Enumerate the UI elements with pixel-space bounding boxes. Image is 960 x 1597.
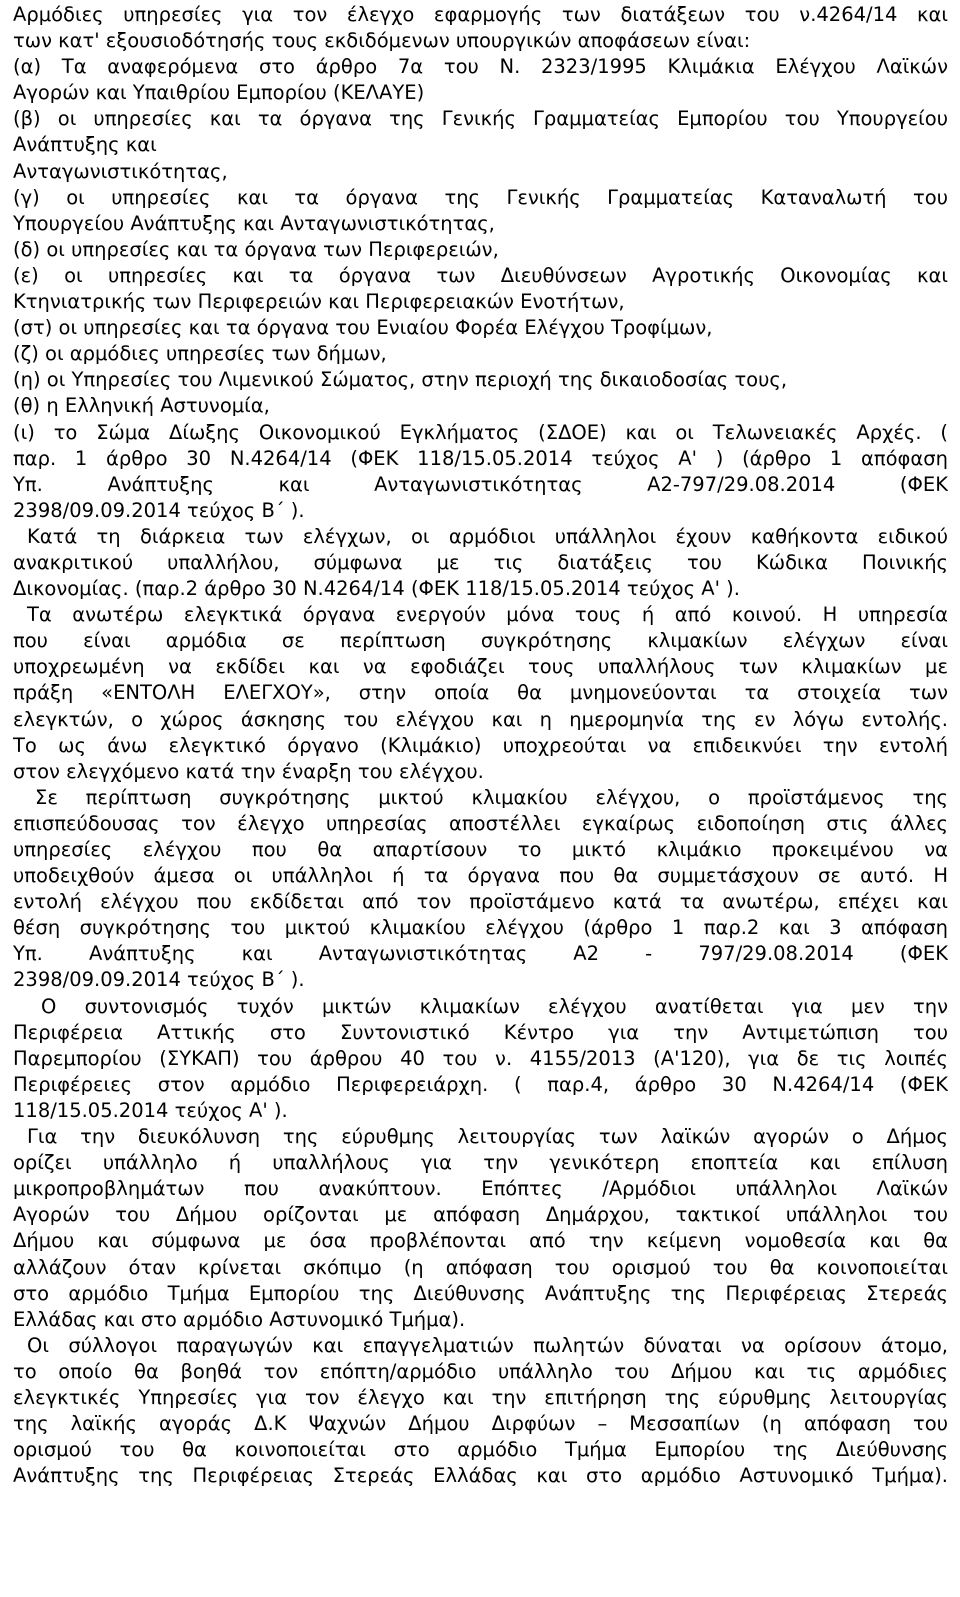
text-line: Παρεμπορίου (ΣΥΚΑΠ) του άρθρου 40 του ν. 4155/2013 (Α'120), για δε τις λοιπές [13, 1046, 948, 1070]
text-line: 2398/09.09.2014 τεύχος Β΄ ). [13, 968, 305, 992]
text-line: υποχρεωμένη να εκδίδει και να εφοδιάζει τους υπαλλήλους των κλιμακίων με [13, 655, 948, 679]
text-line: Ανάπτυξης και [13, 133, 157, 157]
text-line: Τα ανωτέρω ελεγκτικά όργανα ενεργούν μόνα τους ή από κοινού. Η υπηρεσία [27, 603, 948, 627]
text-line: Περιφέρεια Αττικής στο Συντονιστικό Κέντρο για την Αντιμετώπιση του [13, 1020, 948, 1044]
text-line: Ο συντονισμός τυχόν μικτών κλιμακίων ελέγχου ανατίθεται για μεν την [41, 994, 948, 1018]
text-line: (στ) οι υπηρεσίες και τα όργανα του Ενιαίου Φορέα Ελέγχου Τροφίμων, [13, 316, 713, 340]
text-line: Αγορών και Υπαιθρίου Εμπορίου (ΚΕΛΑΥΕ) [13, 81, 425, 105]
text-line: Αγορών του Δήμου ορίζονται με απόφαση Δημάρχου, τακτικοί υπάλληλοι του [13, 1203, 948, 1227]
text-line: Για την διευκόλυνση της εύρυθμης λειτουργίας των λαϊκών αγορών ο Δήμος [27, 1125, 948, 1149]
text-line: Ανάπτυξης της Περιφέρειας Στερεάς Ελλάδας και στο αρμόδιο Αστυνομικό Τμήμα). [13, 1464, 948, 1488]
text-line: Δικονομίας. (παρ.2 άρθρο 30 Ν.4264/14 (ΦΕΚ 118/15.05.2014 τεύχος Α' ). [13, 577, 740, 601]
text-line: (ι) το Σώμα Δίωξης Οικονομικού Εγκλήματος (ΣΔΟΕ) και οι Τελωνειακές Αρχές. ( [13, 420, 948, 444]
text-line: αλλάζουν όταν κρίνεται σκόπιμο (η απόφαση του ορισμού του θα κοινοποιείται [13, 1255, 948, 1279]
text-line: Περιφέρειες στον αρμόδιο Περιφερειάρχη. ( παρ.4, άρθρο 30 Ν.4264/14 (ΦΕΚ [13, 1072, 948, 1096]
text-line: ελεγκτών, ο χώρος άσκησης του ελέγχου και η ημερομηνία της εν λόγω εντολής. [13, 707, 948, 731]
text-line: στον ελεγχόμενο κατά την έναρξη του ελέγχου. [13, 759, 484, 783]
text-line: ορίζει υπάλληλο ή υπαλλήλους για την γενικότερη εποπτεία και επίλυση [13, 1151, 948, 1175]
text-line: (η) οι Υπηρεσίες του Λιμενικού Σώματος, στην περιοχή της δικαιοδοσίας τους, [13, 368, 788, 392]
text-line: Ελλάδας και στο αρμόδιο Αστυνομικό Τμήμα). [13, 1307, 466, 1331]
text-line: ανακριτικού υπαλλήλου, σύμφωνα με τις διατάξεις του Κώδικα Ποινικής [13, 550, 948, 574]
text-line: της λαϊκής αγοράς Δ.Κ Ψαχνών Δήμου Διρφύων – Μεσσαπίων (η απόφαση του [13, 1412, 948, 1436]
text-line: Ανταγωνιστικότητας, [13, 159, 228, 183]
text-line: ορισμού του θα κοινοποιείται στο αρμόδιο Τμήμα Εμπορίου της Διεύθυνσης [13, 1438, 948, 1462]
text-line: επισπεύδουσας τον έλεγχο υπηρεσίας αποστέλλει εγκαίρως ειδοποίηση στις άλλες [13, 811, 948, 835]
text-line: θέση συγκρότησης του μικτού κλιμακίου ελέγχου (άρθρο 1 παρ.2 και 3 απόφαση [13, 916, 948, 940]
text-line: στο αρμόδιο Τμήμα Εμπορίου της Διεύθυνσης Ανάπτυξης της Περιφέρειας Στερεάς [13, 1281, 948, 1305]
text-line: το οποίο θα βοηθά τον επόπτη/αρμόδιο υπάλληλο του Δήμου και τις αρμόδιες [13, 1359, 948, 1383]
text-line: Δήμου και σύμφωνα με όσα προβλέπονται από την κείμενη νομοθεσία και θα [13, 1229, 948, 1253]
text-line: (θ) η Ελληνική Αστυνομία, [13, 394, 270, 418]
text-line: (ε) οι υπηρεσίες και τα όργανα των Διευθύνσεων Αγροτικής Οικονομίας και [13, 263, 948, 287]
text-line: Σε περίπτωση συγκρότησης μικτού κλιμακίου ελέγχου, ο προϊστάμενος της [35, 785, 948, 809]
text-line: Κατά τη διάρκεια των ελέγχων, οι αρμόδιοι υπάλληλοι έχουν καθήκοντα ειδικού [27, 524, 948, 548]
text-line: υπηρεσίες ελέγχου που θα απαρτίσουν το μικτό κλιμάκιο προκειμένου να [13, 838, 948, 861]
text-line: εντολή ελέγχου που εκδίδεται από τον προϊστάμενο κατά τα ανωτέρω, επέχει και [13, 890, 948, 914]
text-line: πράξη «ΕΝΤΟΛΗ ΕΛΕΓΧΟΥ», στην οποία θα μνημονεύονται τα στοιχεία των [13, 681, 948, 705]
text-line: Υπ. Ανάπτυξης και Ανταγωνιστικότητας Α2-797/29.08.2014 (ΦΕΚ [13, 472, 948, 496]
text-line: 2398/09.09.2014 τεύχος Β΄ ). [13, 498, 305, 522]
text-line: ελεγκτικές Υπηρεσίες για τον έλεγχο και την επιτήρηση της εύρυθμης λειτουργίας [13, 1385, 948, 1409]
text-line: (β) οι υπηρεσίες και τα όργανα της Γενικής Γραμματείας Εμπορίου του Υπουργείου [13, 107, 948, 131]
text-line: (δ) οι υπηρεσίες και τα όργανα των Περιφερειών, [13, 237, 499, 261]
text-line: Αρμόδιες υπηρεσίες για τον έλεγχο εφαρμογής των διατάξεων του ν.4264/14 και [13, 3, 948, 26]
text-line: (γ) οι υπηρεσίες και τα όργανα της Γενικής Γραμματείας Καταναλωτή του [13, 185, 948, 209]
text-line: παρ. 1 άρθρο 30 Ν.4264/14 (ΦΕΚ 118/15.05.2014 τεύχος Α' ) (άρθρο 1 απόφαση [13, 446, 948, 470]
text-line: 118/15.05.2014 τεύχος Α' ). [13, 1098, 288, 1122]
text-line: Το ως άνω ελεγκτικό όργανο (Κλιμάκιο) υποχρεούται να επιδεικνύει την εντολή [13, 733, 948, 757]
text-line: Υπ. Ανάπτυξης και Ανταγωνιστικότητας Α2 - 797/29.08.2014 (ΦΕΚ [13, 942, 948, 966]
text-line: που είναι αρμόδια σε περίπτωση συγκρότησης κλιμακίων ελέγχων είναι [13, 629, 948, 653]
text-line: (α) Τα αναφερόμενα στο άρθρο 7α του Ν. 2323/1995 Κλιμάκια Ελέγχου Λαϊκών [13, 55, 948, 79]
text-line: Οι σύλλογοι παραγωγών και επαγγελματιών πωλητών δύναται να ορίσουν άτομο, [27, 1333, 948, 1357]
text-line: των κατ' εξουσιοδότησής τους εκδιδόμενων υπουργικών αποφάσεων είναι: [13, 29, 751, 53]
text-line: μικροπροβλημάτων που ανακύπτουν. Επόπτες /Αρμόδιοι υπάλληλοι Λαϊκών [13, 1177, 948, 1201]
text-line: Κτηνιατρικής των Περιφερειών και Περιφερειακών Ενοτήτων, [13, 290, 625, 314]
text-line: (ζ) οι αρμόδιες υπηρεσίες των δήμων, [13, 342, 387, 366]
text-line: Υπουργείου Ανάπτυξης και Ανταγωνιστικότητας, [13, 211, 495, 235]
text-line: υποδειχθούν άμεσα οι υπάλληλοι ή τα όργανα που θα συμμετάσχουν σε αυτό. Η [13, 864, 948, 888]
